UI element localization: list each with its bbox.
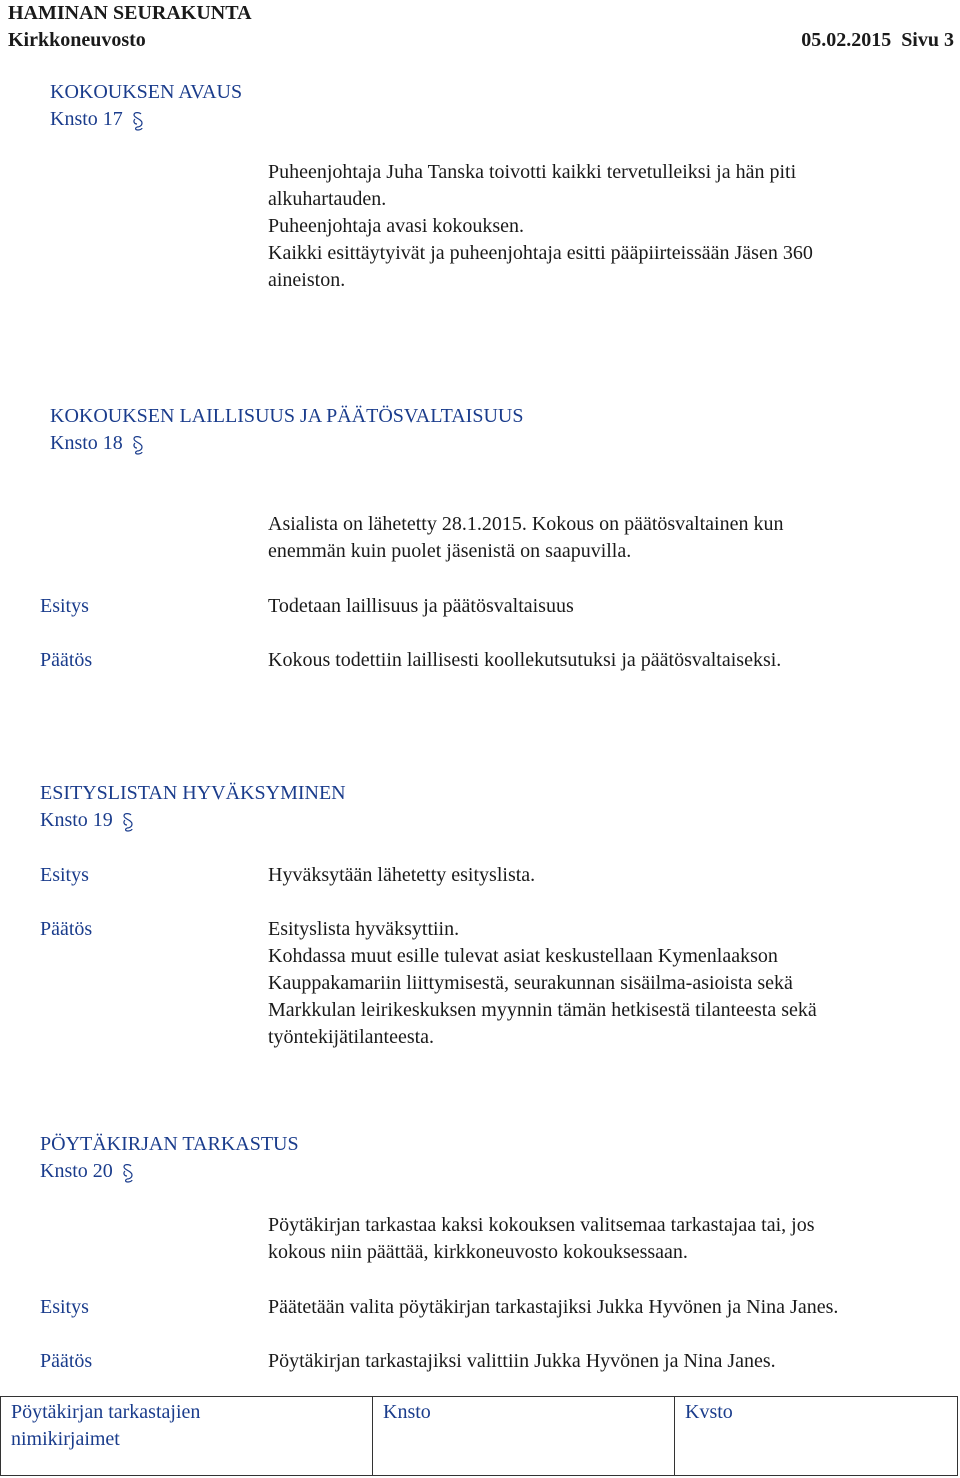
section-20-intro [268, 1212, 928, 1266]
section-sign-icon [121, 1163, 135, 1183]
section-ref-17 [50, 106, 145, 133]
signers-label-line: nimikirjaimet [11, 1428, 120, 1450]
text-line: Esityslista hyväksyttiin. [268, 918, 460, 940]
text-line: Markkulan leirikeskuksen myynnin tämän hetkisestä tilanteesta sekä [268, 999, 817, 1021]
section-ref-20 [40, 1158, 135, 1185]
section-ref-text: Knsto 19 [40, 809, 113, 831]
text-line: aineiston. [268, 269, 346, 291]
paatos-label: Päätös [40, 918, 93, 940]
text-line: Asialista on lähetetty 28.1.2015. Kokous on päätösvaltainen kun [268, 513, 784, 535]
section-title-tarkastus: PÖYTÄKIRJAN TARKASTUS [40, 1133, 299, 1155]
text-line: alkuhartauden. [268, 188, 387, 210]
esitys-label: Esitys [40, 864, 89, 886]
text-line: työntekijätilanteesta. [268, 1026, 435, 1048]
section-title-esityslista: ESITYSLISTAN HYVÄKSYMINEN [40, 782, 346, 804]
section-ref-18 [50, 430, 145, 457]
section-ref-text: Knsto 17 [50, 108, 123, 130]
body-name: Kirkkoneuvosto [8, 29, 146, 51]
org-name: HAMINAN SEURAKUNTA [8, 2, 252, 24]
esitys-text: Todetaan laillisuus ja päätösvaltaisuus [268, 595, 574, 617]
kvsto-label: Kvsto [685, 1401, 733, 1423]
knsto-cell [373, 1397, 675, 1475]
section-title-laillisuus: KOKOUKSEN LAILLISUUS JA PÄÄTÖSVALTAISUUS [50, 405, 524, 427]
text-line: kokous niin päättää, kirkkoneuvosto kokouksessaan. [268, 1241, 688, 1263]
esitys-label: Esitys [40, 595, 89, 617]
esitys-text: Päätetään valita pöytäkirjan tarkastajiksi Jukka Hyvönen ja Nina Janes. [268, 1296, 839, 1318]
paatos-text [268, 916, 928, 1051]
text-line: Pöytäkirjan tarkastaa kaksi kokouksen valitsemaa tarkastajaa tai, jos [268, 1214, 815, 1236]
text-line: Puheenjohtaja Juha Tanska toivotti kaikki tervetulleiksi ja hän piti [268, 161, 797, 183]
text-line: enemmän kuin puolet jäsenistä on saapuvilla. [268, 540, 632, 562]
date-page: 05.02.2015 Sivu 3 [801, 29, 954, 51]
text-line: Kauppakamariin liittymisestä, seurakunnan sisäilma-asioista sekä [268, 972, 793, 994]
section-sign-icon [131, 435, 145, 455]
knsto-label: Knsto [383, 1401, 431, 1423]
paatos-label: Päätös [40, 649, 93, 671]
signature-box [0, 1396, 958, 1476]
text-line: Puheenjohtaja avasi kokouksen. [268, 215, 525, 237]
section-ref-text: Knsto 18 [50, 432, 123, 454]
paatos-text: Kokous todettiin laillisesti koollekutsutuksi ja päätösvaltaiseksi. [268, 649, 782, 671]
section-ref-text: Knsto 20 [40, 1160, 113, 1182]
section-sign-icon [131, 111, 145, 131]
text-line: Kaikki esittäytyivät ja puheenjohtaja esitti pääpiirteissään Jäsen 360 [268, 242, 813, 264]
esitys-text: Hyväksytään lähetetty esityslista. [268, 864, 536, 886]
signers-label-line: Pöytäkirjan tarkastajien [11, 1401, 201, 1423]
section-sign-icon [121, 812, 135, 832]
section-title-avaus: KOKOUKSEN AVAUS [50, 81, 243, 103]
section-ref-19 [40, 807, 135, 834]
paatos-text: Pöytäkirjan tarkastajiksi valittiin Jukka Hyvönen ja Nina Janes. [268, 1350, 776, 1372]
kvsto-cell [675, 1397, 957, 1475]
signers-cell [1, 1397, 373, 1475]
text-line: Kohdassa muut esille tulevat asiat keskustellaan Kymenlaakson [268, 945, 778, 967]
paatos-label: Päätös [40, 1350, 93, 1372]
signers-label [11, 1399, 200, 1453]
section-18-intro [268, 511, 928, 565]
section-17-text [268, 159, 928, 294]
esitys-label: Esitys [40, 1296, 89, 1318]
